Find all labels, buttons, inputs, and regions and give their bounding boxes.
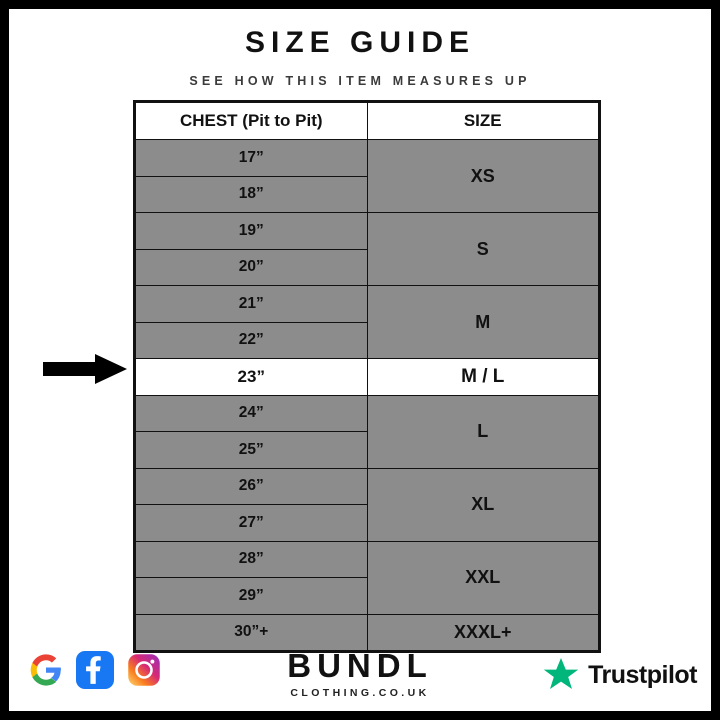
footer bbox=[9, 647, 711, 711]
cell-chest: 27” bbox=[136, 505, 368, 542]
page-title: SIZE GUIDE bbox=[244, 26, 476, 59]
table-row bbox=[136, 468, 599, 505]
trustpilot-badge[interactable] bbox=[541, 655, 697, 695]
cell-chest: 17” bbox=[136, 140, 368, 177]
right-arrow-icon bbox=[43, 353, 127, 385]
size-table-wrapper bbox=[133, 100, 601, 653]
table-row bbox=[136, 213, 599, 250]
brand-name: BUNDL bbox=[287, 647, 433, 684]
table-row bbox=[136, 541, 599, 578]
cell-chest: 21” bbox=[136, 286, 368, 323]
column-header-size: SIZE bbox=[367, 103, 599, 140]
cell-chest: 29” bbox=[136, 578, 368, 615]
cell-chest: 19” bbox=[136, 213, 368, 250]
cell-size: XXXL+ bbox=[367, 614, 599, 651]
table-row bbox=[136, 395, 599, 432]
cell-size: XS bbox=[367, 140, 599, 213]
trustpilot-label: Trustpilot bbox=[588, 660, 697, 689]
table-row bbox=[136, 614, 599, 651]
cell-chest: 24” bbox=[136, 395, 368, 432]
cell-chest: 18” bbox=[136, 176, 368, 213]
size-guide-card bbox=[9, 9, 711, 711]
cell-chest: 28” bbox=[136, 541, 368, 578]
table-row-highlighted bbox=[136, 359, 599, 396]
cell-size: S bbox=[367, 213, 599, 286]
cell-chest: 26” bbox=[136, 468, 368, 505]
page-subtitle: SEE HOW THIS ITEM MEASURES UP bbox=[189, 74, 531, 88]
table-row bbox=[136, 140, 599, 177]
cell-size: XXL bbox=[367, 541, 599, 614]
cell-chest: 25” bbox=[136, 432, 368, 469]
table-row bbox=[136, 286, 599, 323]
cell-chest: 23” bbox=[136, 359, 368, 396]
trustpilot-star-icon bbox=[541, 655, 581, 695]
table-header-row bbox=[136, 103, 599, 140]
cell-size: XL bbox=[367, 468, 599, 541]
cell-size: M / L bbox=[367, 359, 599, 396]
cell-chest: 20” bbox=[136, 249, 368, 286]
cell-size: L bbox=[367, 395, 599, 468]
size-table bbox=[135, 102, 599, 651]
column-header-chest: CHEST (Pit to Pit) bbox=[136, 103, 368, 140]
cell-size: M bbox=[367, 286, 599, 359]
brand-subtitle: CLOTHING.CO.UK bbox=[290, 687, 430, 699]
cell-chest: 30”+ bbox=[136, 614, 368, 651]
cell-chest: 22” bbox=[136, 322, 368, 359]
